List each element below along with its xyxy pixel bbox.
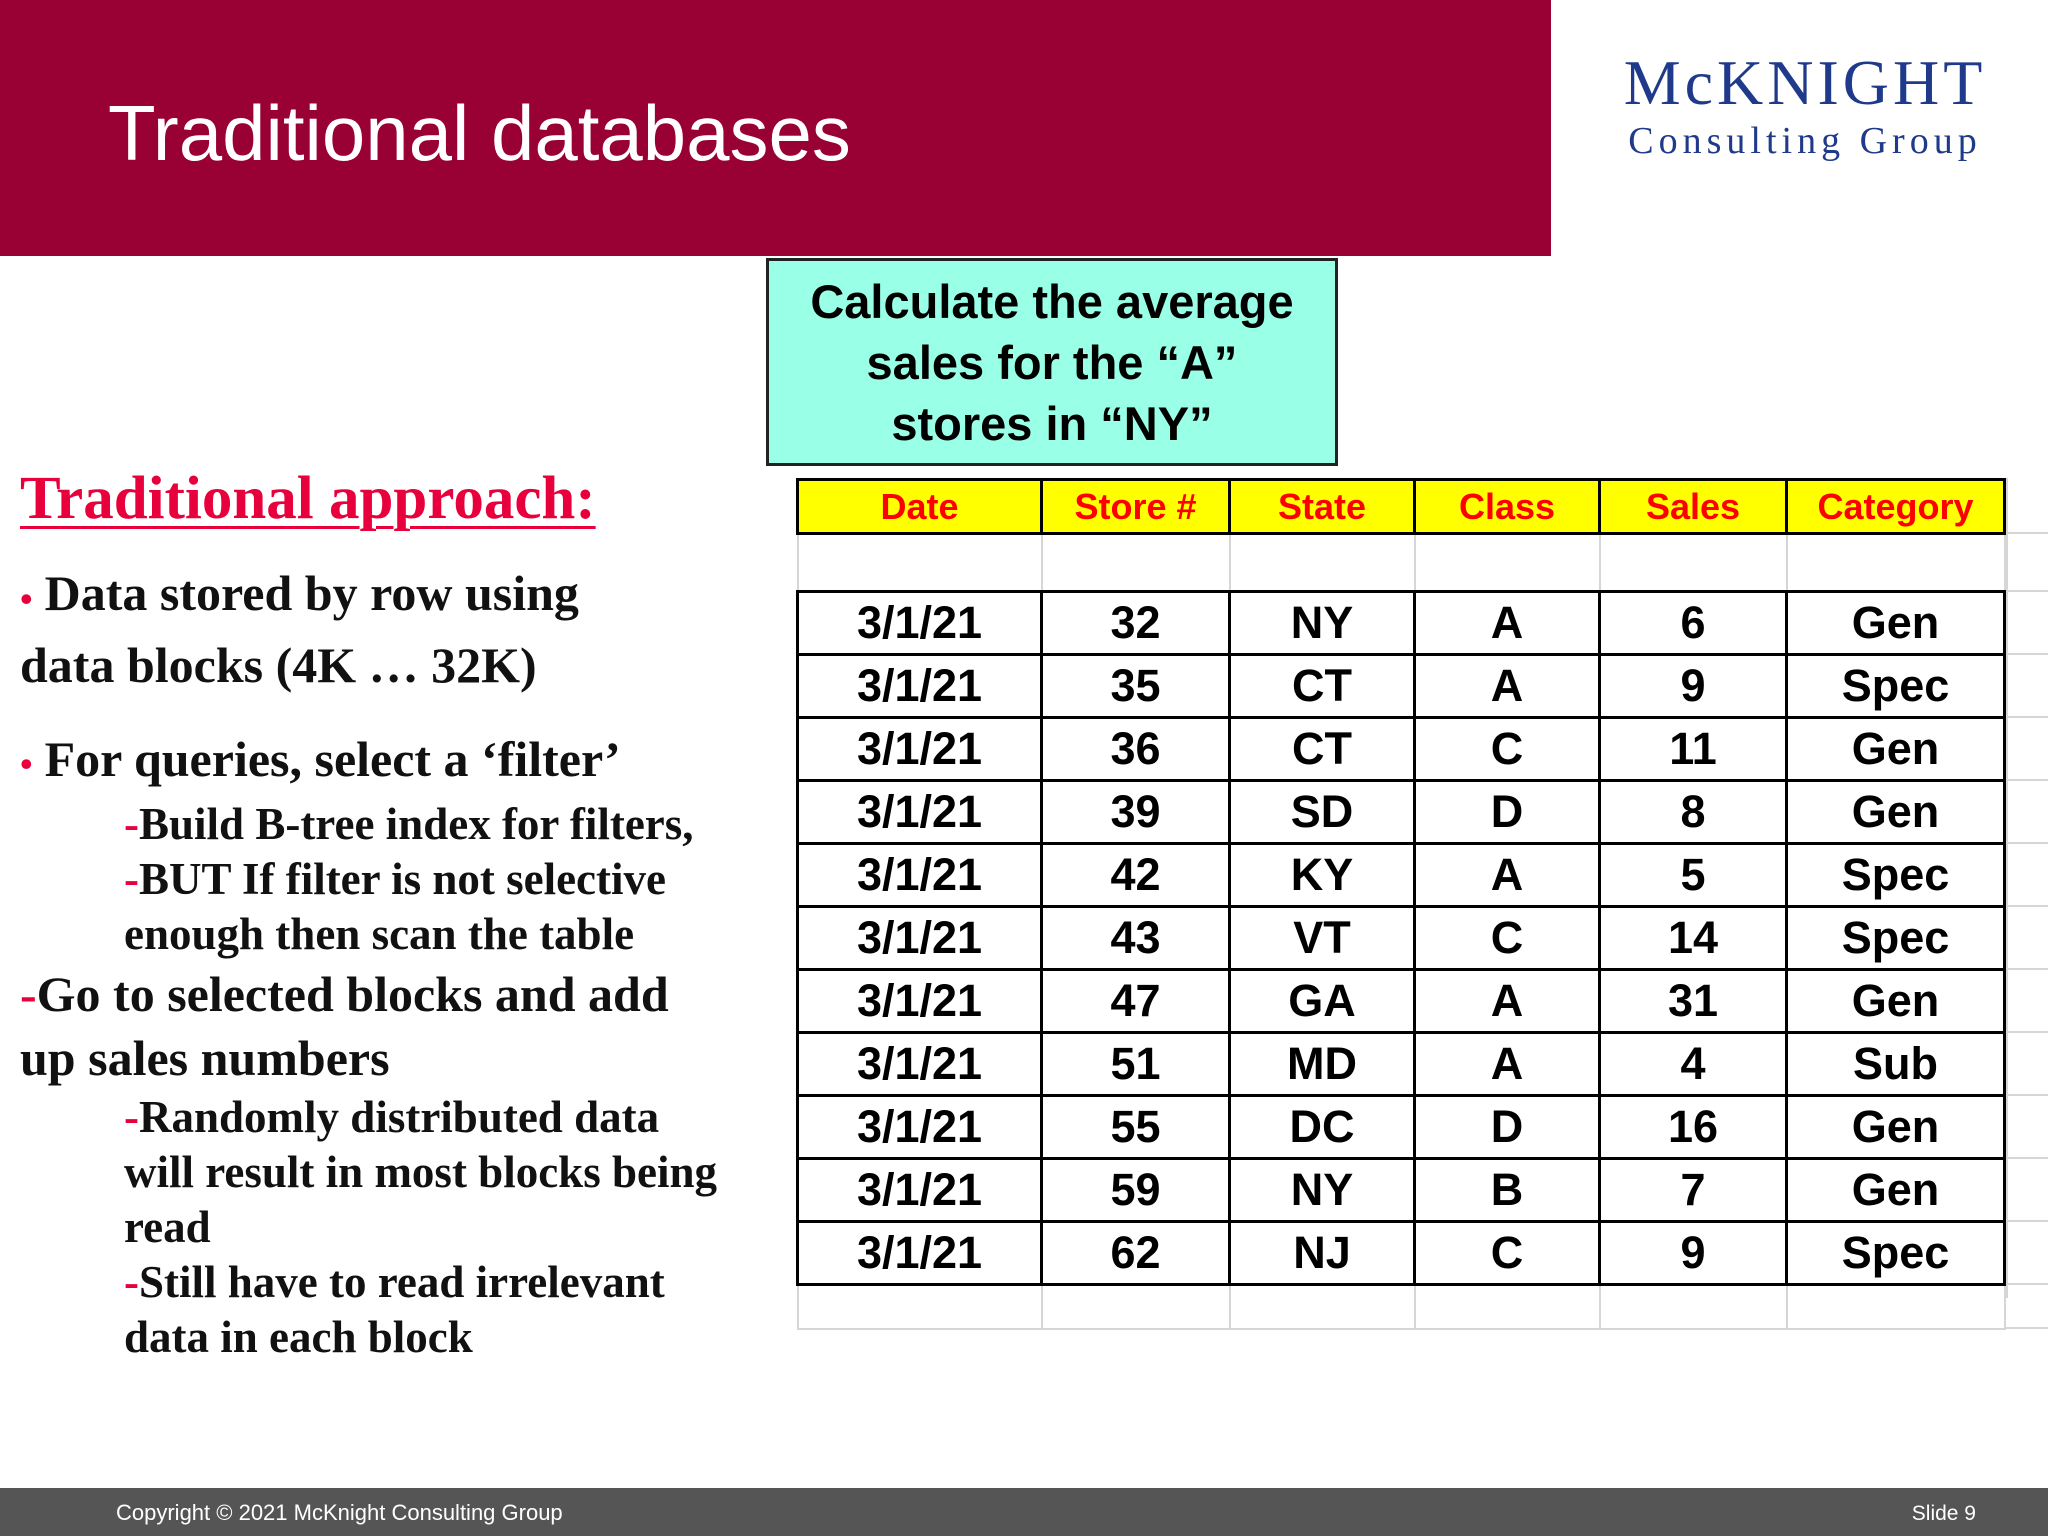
cell-sales: 11 [1600, 718, 1787, 781]
grid-line [2006, 716, 2048, 718]
cell-class: A [1415, 970, 1600, 1033]
cell-store: 59 [1042, 1159, 1230, 1222]
cell-category: Sub [1787, 1033, 2005, 1096]
cell-category: Gen [1787, 1159, 2005, 1222]
cell-sales: 4 [1600, 1033, 1787, 1096]
cell-state: CT [1230, 655, 1415, 718]
cell-category: Gen [1787, 718, 2005, 781]
cell-class: D [1415, 1096, 1600, 1159]
cell-category: Spec [1787, 907, 2005, 970]
column-header-category: Category [1787, 480, 2005, 534]
cell-state: MD [1230, 1033, 1415, 1096]
table-row [798, 718, 2005, 781]
query-callout-box [766, 258, 1338, 466]
cell-date: 3/1/21 [798, 655, 1042, 718]
table-header-row [798, 480, 2005, 534]
column-header-state: State [1230, 480, 1415, 534]
cell-state: SD [1230, 781, 1415, 844]
table-row [798, 592, 2005, 655]
cell-date: 3/1/21 [798, 970, 1042, 1033]
sales-table [796, 478, 2006, 1330]
sub-bullet-continued: data in each block [124, 1312, 473, 1363]
cell-store: 42 [1042, 844, 1230, 907]
mid-bullet: -Go to selected blocks and add [20, 966, 669, 1023]
table-row [798, 1222, 2005, 1285]
slide-number: Slide 9 [1911, 1502, 1976, 1525]
sub-bullet-continued: read [124, 1202, 211, 1253]
grid-line [2006, 968, 2048, 970]
table-row [798, 907, 2005, 970]
empty-grid-row [798, 1285, 2005, 1329]
table-row [798, 781, 2005, 844]
grid-line [2006, 905, 2048, 907]
bullet-list [20, 560, 800, 1365]
column-header-sales: Sales [1600, 480, 1787, 534]
bullet-dot-icon: • [20, 578, 33, 619]
bullet-text-continued: data blocks (4K … 32K) [20, 636, 537, 693]
cell-class: D [1415, 781, 1600, 844]
table-row [798, 1159, 2005, 1222]
grid-line [2006, 779, 2048, 781]
cell-state: KY [1230, 844, 1415, 907]
cell-state: NY [1230, 592, 1415, 655]
cell-class: C [1415, 907, 1600, 970]
cell-category: Spec [1787, 1222, 2005, 1285]
cell-store: 35 [1042, 655, 1230, 718]
grid-line [2006, 842, 2048, 844]
bullet-item [20, 560, 800, 632]
cell-date: 3/1/21 [798, 592, 1042, 655]
grid-line [2006, 1157, 2048, 1159]
table-row [798, 970, 2005, 1033]
cell-category: Gen [1787, 1096, 2005, 1159]
cell-sales: 9 [1600, 1222, 1787, 1285]
grid-line [2006, 478, 2008, 1298]
sub-bullet: -Randomly distributed data [124, 1092, 660, 1143]
grid-line [2006, 1283, 2048, 1285]
cell-date: 3/1/21 [798, 1222, 1042, 1285]
cell-date: 3/1/21 [798, 844, 1042, 907]
logo-wordmark: McKNIGHT [1623, 47, 1987, 118]
cell-date: 3/1/21 [798, 1096, 1042, 1159]
footer-bar [0, 1488, 2048, 1536]
mid-bullet-continued: up sales numbers [20, 1030, 390, 1087]
table-row [798, 1033, 2005, 1096]
cell-class: B [1415, 1159, 1600, 1222]
column-header-date: Date [798, 480, 1042, 534]
cell-class: A [1415, 655, 1600, 718]
approach-heading: Traditional approach: [20, 465, 596, 532]
cell-date: 3/1/21 [798, 1033, 1042, 1096]
grid-line [2006, 653, 2048, 655]
cell-class: A [1415, 592, 1600, 655]
sub-bullet-continued: enough then scan the table [124, 909, 635, 960]
grid-line [2006, 1031, 2048, 1033]
table-row [798, 844, 2005, 907]
cell-class: C [1415, 1222, 1600, 1285]
cell-store: 62 [1042, 1222, 1230, 1285]
slide-title: Traditional databases [108, 89, 851, 177]
column-header-class: Class [1415, 480, 1600, 534]
cell-class: A [1415, 844, 1600, 907]
cell-store: 32 [1042, 592, 1230, 655]
callout-text: Calculate the average sales for the “A” stores in “NY” [810, 274, 1294, 450]
cell-state: DC [1230, 1096, 1415, 1159]
cell-date: 3/1/21 [798, 718, 1042, 781]
copyright-text: Copyright © 2021 McKnight Consulting Group [116, 1500, 563, 1525]
cell-store: 55 [1042, 1096, 1230, 1159]
grid-line [2006, 1094, 2048, 1096]
cell-date: 3/1/21 [798, 781, 1042, 844]
company-logo [1600, 48, 2010, 178]
cell-category: Gen [1787, 592, 2005, 655]
cell-store: 39 [1042, 781, 1230, 844]
bullet-item [20, 726, 800, 798]
cell-sales: 7 [1600, 1159, 1787, 1222]
cell-date: 3/1/21 [798, 907, 1042, 970]
cell-store: 47 [1042, 970, 1230, 1033]
title-bar [0, 0, 1551, 256]
empty-spacer-row [798, 534, 2005, 592]
cell-store: 51 [1042, 1033, 1230, 1096]
sub-bullet: -BUT If filter is not selective [124, 854, 666, 905]
sub-bullet: -Build B-tree index for filters, [124, 799, 694, 850]
table-row [798, 1096, 2005, 1159]
cell-category: Spec [1787, 655, 2005, 718]
cell-sales: 5 [1600, 844, 1787, 907]
cell-state: GA [1230, 970, 1415, 1033]
cell-category: Gen [1787, 781, 2005, 844]
bullet-text: For queries, select a ‘filter’ [44, 730, 621, 787]
cell-store: 36 [1042, 718, 1230, 781]
grid-line [2006, 532, 2048, 534]
cell-state: CT [1230, 718, 1415, 781]
cell-state: VT [1230, 907, 1415, 970]
grid-line [2006, 590, 2048, 592]
grid-line [2006, 1327, 2048, 1329]
sub-bullet-continued: will result in most blocks being [124, 1147, 717, 1198]
cell-sales: 16 [1600, 1096, 1787, 1159]
sub-bullet: -Still have to read irrelevant [124, 1257, 665, 1308]
cell-sales: 14 [1600, 907, 1787, 970]
cell-class: C [1415, 718, 1600, 781]
cell-sales: 9 [1600, 655, 1787, 718]
cell-category: Spec [1787, 844, 2005, 907]
cell-store: 43 [1042, 907, 1230, 970]
bullet-text: Data stored by row using [44, 565, 579, 621]
cell-state: NJ [1230, 1222, 1415, 1285]
cell-sales: 6 [1600, 592, 1787, 655]
table-row [798, 655, 2005, 718]
cell-category: Gen [1787, 970, 2005, 1033]
column-header-store: Store # [1042, 480, 1230, 534]
cell-state: NY [1230, 1159, 1415, 1222]
logo-tagline: Consulting Group [1628, 120, 1982, 162]
cell-sales: 8 [1600, 781, 1787, 844]
cell-date: 3/1/21 [798, 1159, 1042, 1222]
bullet-dot-icon: • [20, 744, 33, 785]
grid-line [2006, 1220, 2048, 1222]
cell-class: A [1415, 1033, 1600, 1096]
cell-sales: 31 [1600, 970, 1787, 1033]
